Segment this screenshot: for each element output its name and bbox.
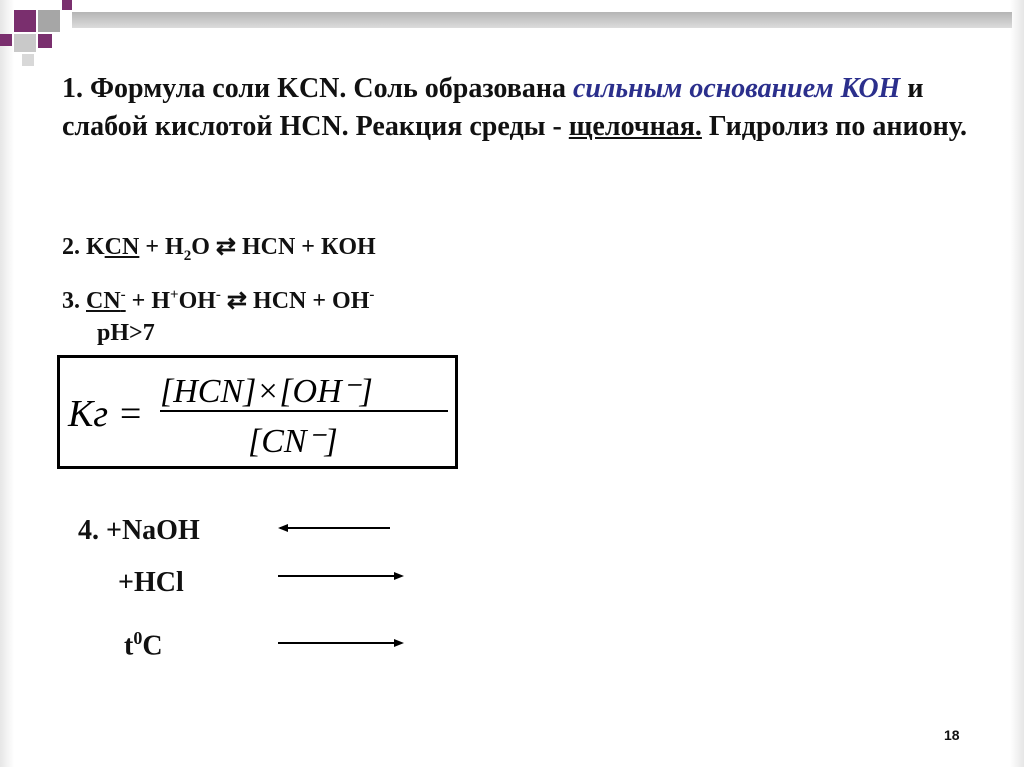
formula-numerator: [HCN]×[OH⁻]: [160, 373, 373, 410]
medium-text: щелочная.: [568, 111, 702, 142]
eq2-rest: O ⇄ HCN + КOH: [191, 234, 376, 260]
hydrolysis-constant-box: [57, 355, 458, 469]
eq3-anion-symbol: CN: [86, 288, 121, 314]
temp-degree: 0: [133, 628, 143, 648]
page-number: 18: [944, 727, 960, 743]
eq3-anion: [86, 288, 126, 314]
eq2-prefix: 2. K: [62, 234, 105, 260]
eq3-oh: OH: [178, 288, 216, 314]
deco-square: [22, 54, 34, 66]
deco-square: [38, 10, 60, 32]
hydrolysis-type-text: Гидролиз по аниону.: [701, 111, 967, 142]
ph-value: pH>7: [97, 320, 155, 346]
shift-naoh: 4. +NaOH: [78, 515, 200, 546]
equation-3: [62, 286, 374, 315]
eq3-anion-charge: -: [120, 287, 126, 303]
top-decorative-bar: [72, 12, 1012, 28]
eq3-h: + H: [125, 288, 171, 314]
deco-square: [0, 34, 12, 46]
arrow-right-icon: [278, 572, 404, 580]
weak-acid-text: и слабой кислотой HCN. Реакция среды -: [62, 73, 924, 142]
formula-lhs: Кг =: [68, 393, 144, 435]
intro-text: 1. Формула соли KCN. Соль образована: [62, 73, 573, 104]
arrow-right-icon: [278, 639, 404, 647]
temp-t: t: [124, 630, 134, 662]
eq3-products: ⇄ HCN + OH: [220, 288, 370, 314]
formula-denominator: [CN⁻]: [248, 423, 338, 460]
eq3-h-charge: +: [170, 287, 179, 303]
eq2-water-h: + H: [139, 234, 184, 260]
shift-arrows: [270, 515, 420, 655]
arrow-left-icon: [278, 524, 390, 532]
eq2-ion: CN: [104, 234, 140, 260]
eq3-oh-charge: -: [215, 287, 221, 303]
deco-square: [62, 0, 72, 10]
eq2-subscript: 2: [183, 247, 192, 264]
equation-2: [62, 232, 376, 265]
salt-description: [62, 70, 982, 146]
hydrolysis-constant-formula: [60, 358, 455, 466]
strong-base-text: сильным основанием КОН: [573, 73, 901, 104]
shift-temperature: [124, 628, 163, 662]
temp-c: C: [142, 630, 163, 662]
deco-square: [38, 34, 52, 48]
deco-square: [14, 10, 36, 32]
eq3-products-charge: -: [369, 287, 375, 303]
left-edge-shadow: [0, 0, 14, 767]
right-edge-shadow: [1010, 0, 1024, 767]
shift-hcl: +HCl: [118, 567, 184, 598]
eq3-prefix: 3.: [62, 288, 86, 314]
deco-square: [14, 34, 36, 52]
